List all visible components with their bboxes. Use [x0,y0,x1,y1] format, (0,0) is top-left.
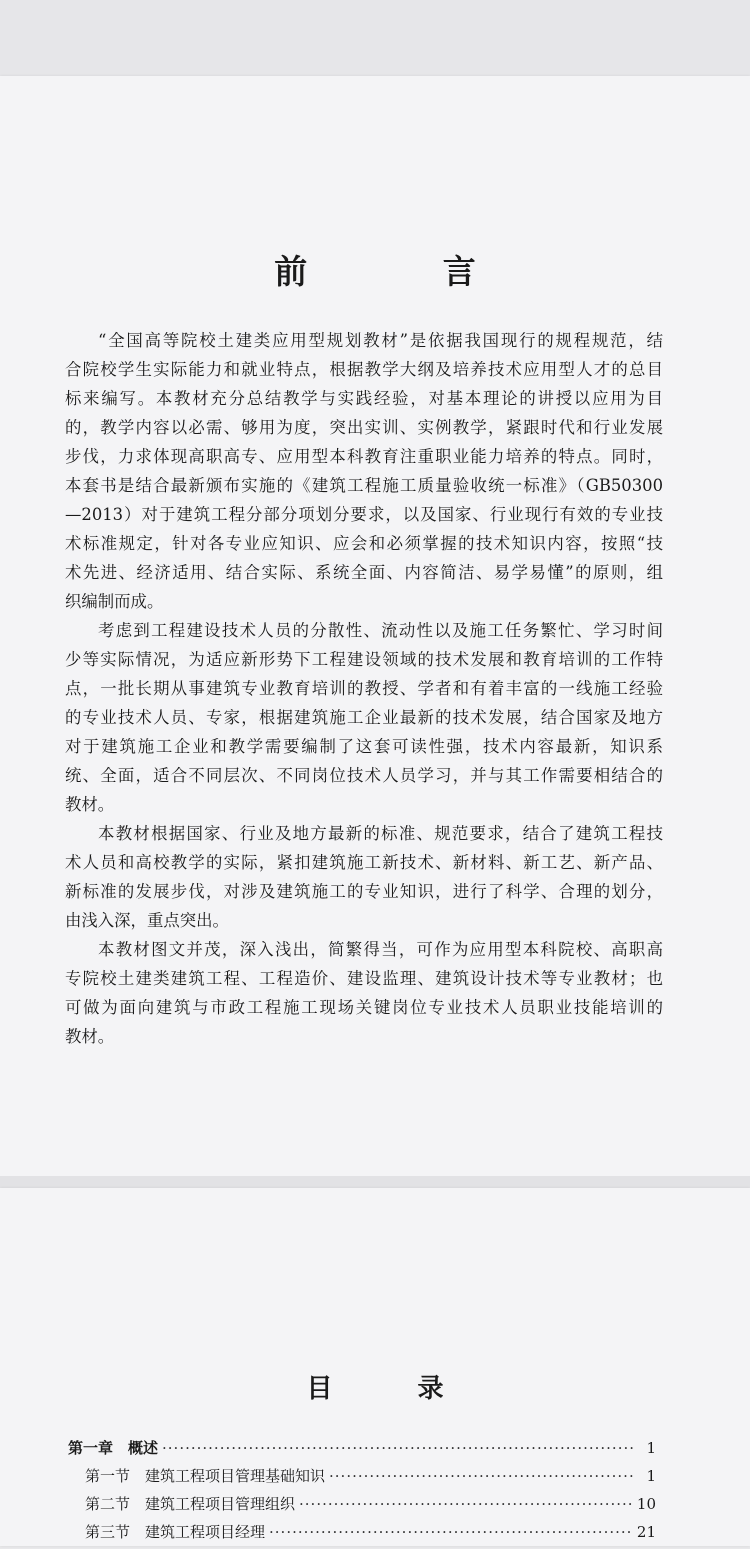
preface-line: 术人员和高校教学的实际，紧扣建筑施工新技术、新材料、新工艺、新产品、 [65,853,663,872]
toc-entry-label: 第三节 建筑工程项目经理 [85,1523,266,1541]
toc-entry-label: 第二节 建筑工程项目管理组织 [85,1495,296,1513]
toc-leader-dots [162,1439,636,1457]
preface-line: 术先进、经济适用、结合实际、系统全面、内容简洁、易学易懂”的原则，组 [65,563,663,582]
preface-line: —2013）对于建筑工程分部分项划分要求，以及国家、行业现行有效的专业技 [65,505,663,524]
toc-entry-page: 21 [636,1523,656,1541]
preface-line: 少等实际情况，为适应新形势下工程建设领域的技术发展和教育培训的工作特 [65,650,663,669]
toc-entry-label: 第一章 概述 [68,1439,159,1457]
preface-line: 由浅入深，重点突出。 [65,911,229,930]
toc-entry-page: 10 [636,1495,656,1513]
toc-entry-label: 第一节 建筑工程项目管理基础知识 [85,1467,326,1485]
top-margin [0,0,750,76]
toc-entry-section-1-1[interactable] [68,1465,656,1493]
preface-line: 本教材根据国家、行业及地方最新的标准、规范要求，结合了建筑工程技 [98,824,663,843]
preface-line: 本套书是结合最新颁布实施的《建筑工程施工质量验收统一标准》（GB50300 [65,476,663,495]
preface-line: 点，一批长期从事建筑专业教育培训的教授、学者和有着丰富的一线施工经验 [65,679,663,698]
preface-line: 统、全面，适合不同层次、不同岗位技术人员学习，并与其工作需要相结合的 [65,766,663,785]
preface-line: 可做为面向建筑与市政工程施工现场关键岗位专业技术人员职业技能培训的 [65,998,663,1017]
preface-line: 新标准的发展步伐，对涉及建筑施工的专业知识，进行了科学、合理的划分， [65,882,663,901]
preface-title: 前 言 [274,252,538,291]
toc-entry-section-1-2[interactable] [68,1493,656,1521]
toc-leader-dots [269,1523,633,1541]
toc-list [68,1437,656,1549]
preface-body [65,326,663,1051]
preface-line: 织编制而成。 [65,592,164,611]
page-gap [0,1176,750,1188]
toc-leader-dots [299,1495,633,1513]
preface-line: 考虑到工程建设技术人员的分散性、流动性以及施工任务繁忙、学习时间 [98,621,663,640]
preface-line: 术标准规定，针对各专业应知识、应会和必须掌握的技术知识内容，按照“技 [65,534,663,553]
preface-line: 本教材图文并茂，深入浅出，简繁得当，可作为应用型本科院校、高职高 [98,940,663,959]
preface-line: 教材。 [65,795,115,814]
toc-page [0,1188,750,1546]
preface-line: 标来编写。本教材充分总结教学与实践经验，对基本理论的讲授以应用为目 [65,389,663,408]
preface-line: 合院校学生实际能力和就业特点，根据教学大纲及培养技术应用型人才的总目 [65,360,663,379]
toc-entry-section-1-3[interactable] [68,1521,656,1549]
toc-entry-page: 1 [646,1439,656,1457]
preface-line: “全国高等院校土建类应用型规划教材”是依据我国现行的规程规范，结 [98,331,663,350]
preface-line: 教材。 [65,1027,115,1046]
preface-line: 对于建筑施工企业和教学需要编制了这套可读性强，技术内容最新，知识系 [65,737,663,756]
toc-title: 目 录 [306,1374,482,1404]
preface-line: 的，教学内容以必需、够用为度，突出实训、实例教学，紧跟时代和行业发展 [65,418,663,437]
preface-page [0,76,750,1176]
toc-leader-dots [329,1467,636,1485]
preface-line: 步伐，力求体现高职高专、应用型本科教育注重职业能力培养的特点。同时， [65,447,663,466]
toc-entry-page: 1 [646,1467,656,1485]
preface-line: 专院校土建类建筑工程、工程造价、建设监理、建筑设计技术等专业教材；也 [65,969,663,988]
toc-entry-chapter-1[interactable] [68,1437,656,1465]
preface-line: 的专业技术人员、专家，根据建筑施工企业最新的技术发展，结合国家及地方 [65,708,663,727]
